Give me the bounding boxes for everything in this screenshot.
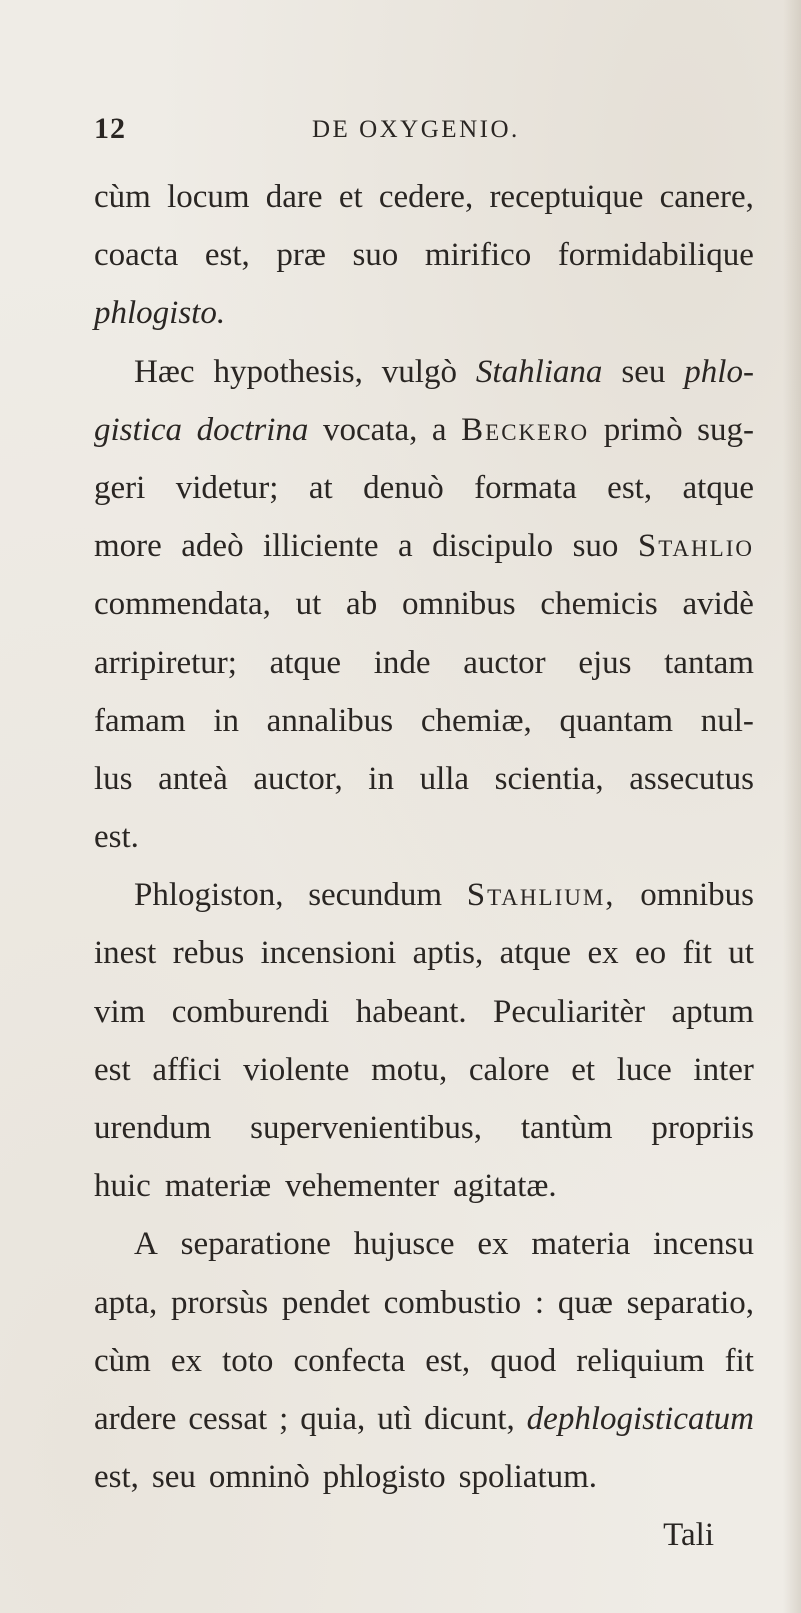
page-number: 12: [94, 112, 126, 145]
word: ulla: [419, 760, 470, 797]
word: est,: [204, 237, 250, 274]
word: geri: [94, 469, 146, 506]
word: cessat: [188, 1400, 268, 1437]
word: ex: [587, 935, 619, 972]
word: in: [213, 702, 239, 739]
word: commendata,: [94, 586, 271, 623]
word: seu: [621, 353, 666, 390]
word: et: [338, 179, 363, 215]
word: a: [397, 528, 413, 565]
word: annalibus: [266, 702, 394, 739]
word: supervenientibus,: [250, 1110, 483, 1146]
text-line: [94, 1099, 754, 1157]
word: in: [368, 760, 394, 797]
text-line: [94, 983, 754, 1041]
word: utì: [377, 1400, 413, 1437]
word: phlogisto: [322, 1459, 446, 1496]
word: chemicis: [540, 586, 658, 623]
word: tantam: [664, 644, 754, 681]
text-line: [94, 284, 754, 342]
text-line: [94, 401, 754, 459]
word: reliquium: [576, 1342, 705, 1379]
word: ardere: [94, 1400, 177, 1437]
word: hypothesis,: [213, 353, 363, 390]
word: denuò: [363, 469, 444, 506]
page-edge-shadow: [783, 0, 801, 1613]
word: canere,: [659, 179, 754, 215]
word: dicunt,: [424, 1400, 515, 1437]
text-line: [94, 808, 754, 866]
word: more: [94, 528, 162, 565]
word: quia,: [300, 1400, 366, 1437]
word: apta,: [94, 1284, 158, 1321]
word: ut: [295, 586, 322, 623]
text-line: [94, 226, 754, 284]
word: fit: [682, 935, 712, 972]
word: motu,: [371, 1051, 448, 1088]
word: nul-: [700, 702, 754, 739]
word: est: [94, 1051, 131, 1088]
word: est,: [94, 1459, 139, 1496]
text-line: [94, 924, 754, 982]
word: receptuique: [489, 179, 644, 215]
word: quantam: [559, 702, 674, 739]
word: ut: [728, 935, 754, 972]
text-line: [94, 1332, 754, 1390]
word: comburendi: [171, 993, 330, 1030]
word: adeò: [181, 528, 244, 565]
word: omninò: [208, 1459, 310, 1496]
word: spoliatum.: [458, 1459, 598, 1496]
word: atque: [682, 469, 754, 506]
word: Stahliana: [475, 353, 603, 390]
word: ab: [346, 586, 378, 623]
text-line: [94, 575, 754, 633]
word: auctor,: [253, 760, 343, 797]
word: combustio: [383, 1284, 522, 1321]
word: Peculiaritèr: [493, 993, 646, 1030]
word: cedere,: [378, 179, 474, 215]
word: scientia,: [494, 760, 604, 797]
body-text: [94, 168, 754, 1565]
word: ;: [279, 1400, 289, 1437]
word: fit: [724, 1342, 754, 1379]
word: auctor: [463, 644, 546, 681]
word: aptis,: [412, 935, 484, 972]
word: rebus: [172, 935, 245, 972]
text-line: [94, 1390, 754, 1448]
word: suo: [352, 237, 399, 274]
word: materia: [531, 1226, 631, 1263]
word: coacta: [94, 237, 179, 274]
word: habeant.: [355, 993, 467, 1030]
word: mirifico: [424, 237, 532, 274]
word: affici: [152, 1051, 222, 1088]
word: agitatæ.: [453, 1168, 557, 1205]
word: est,: [607, 469, 653, 506]
text-line: [94, 1215, 754, 1273]
word: Stahlio: [637, 528, 754, 565]
text-line: [94, 1274, 754, 1332]
text-line: [94, 634, 754, 692]
word: separatio,: [626, 1284, 754, 1321]
text-line: [94, 343, 754, 401]
word: lus: [94, 760, 133, 797]
word: illiciente: [263, 528, 379, 565]
word: vulgò: [381, 353, 457, 390]
text-line: [94, 459, 754, 517]
word: videtur;: [175, 469, 279, 506]
word: avidè: [682, 586, 754, 623]
text-line: [94, 750, 754, 808]
text-line: [94, 866, 754, 924]
word: præ: [276, 237, 326, 274]
word: toto: [222, 1342, 274, 1379]
word: primò: [603, 411, 683, 448]
catchword-line: [94, 1506, 754, 1564]
word: prorsùs: [170, 1284, 269, 1321]
word: ex: [477, 1226, 509, 1263]
word: omnibus: [640, 877, 754, 914]
word: quod: [490, 1342, 557, 1379]
text-line: [94, 1448, 754, 1506]
text-line: [94, 1041, 754, 1099]
word: Hæc: [134, 353, 195, 390]
word: secundum: [308, 877, 442, 914]
word: ejus: [578, 644, 632, 681]
word: violente: [243, 1051, 350, 1088]
word: at: [308, 469, 333, 506]
word: doctrina: [196, 411, 309, 448]
word: seu: [151, 1459, 196, 1496]
word: cùm: [94, 1342, 151, 1379]
word: dare: [265, 179, 323, 215]
word: A: [134, 1226, 158, 1263]
word: propriis: [651, 1110, 754, 1146]
word: a: [431, 411, 447, 448]
word: confecta: [293, 1342, 406, 1379]
word: est,: [425, 1342, 471, 1379]
word: phlo-: [684, 353, 754, 390]
word: vocata,: [322, 411, 418, 448]
word: assecutus: [629, 760, 754, 797]
word: arripiretur;: [94, 644, 237, 681]
word: atque: [499, 935, 572, 972]
word: quæ: [557, 1284, 613, 1321]
text-line: [94, 692, 754, 750]
word: aptum: [671, 993, 754, 1030]
word: gistica: [94, 411, 182, 448]
word: atque: [269, 644, 342, 681]
word: incensioni: [260, 935, 397, 972]
catchword: Tali: [663, 1517, 714, 1554]
word: huic: [94, 1168, 151, 1205]
word: luce: [616, 1051, 672, 1088]
word: Phlogiston,: [134, 877, 284, 914]
word: ex: [170, 1342, 203, 1379]
word: tantùm: [520, 1110, 613, 1146]
text-line: [94, 1157, 754, 1215]
text-line: [94, 168, 754, 226]
word: phlogisto.: [94, 295, 226, 332]
text-line: [94, 517, 754, 575]
word: separatione: [180, 1226, 331, 1263]
word: inde: [373, 644, 431, 681]
word: locum: [167, 179, 250, 215]
word: eo: [635, 935, 667, 972]
word: sug-: [697, 411, 754, 448]
word: inter: [693, 1051, 754, 1088]
word: inest: [94, 935, 157, 972]
word: discipulo: [432, 528, 554, 565]
page-header: [94, 112, 744, 156]
word: cùm: [94, 179, 151, 215]
word: omnibus: [401, 586, 516, 623]
word: suo: [572, 528, 619, 565]
word: anteà: [158, 760, 228, 797]
word: vehementer: [285, 1168, 440, 1205]
word: est.: [94, 819, 139, 856]
word: Stahlium,: [466, 877, 616, 914]
word: formata: [474, 469, 577, 506]
word: Beckero: [461, 411, 590, 448]
word: chemiæ,: [420, 702, 532, 739]
word: incensu: [653, 1226, 754, 1263]
word: :: [534, 1284, 545, 1321]
word: et: [571, 1051, 596, 1088]
word: calore: [468, 1051, 550, 1088]
word: hujusce: [353, 1226, 455, 1263]
word: dephlogisticatum: [526, 1400, 754, 1437]
running-head: DE OXYGENIO.: [312, 116, 520, 143]
word: urendum: [94, 1110, 212, 1146]
word: materiæ: [164, 1168, 272, 1205]
word: vim: [94, 993, 146, 1030]
word: pendet: [281, 1284, 370, 1321]
word: famam: [94, 702, 186, 739]
word: formidabilique: [557, 237, 754, 274]
